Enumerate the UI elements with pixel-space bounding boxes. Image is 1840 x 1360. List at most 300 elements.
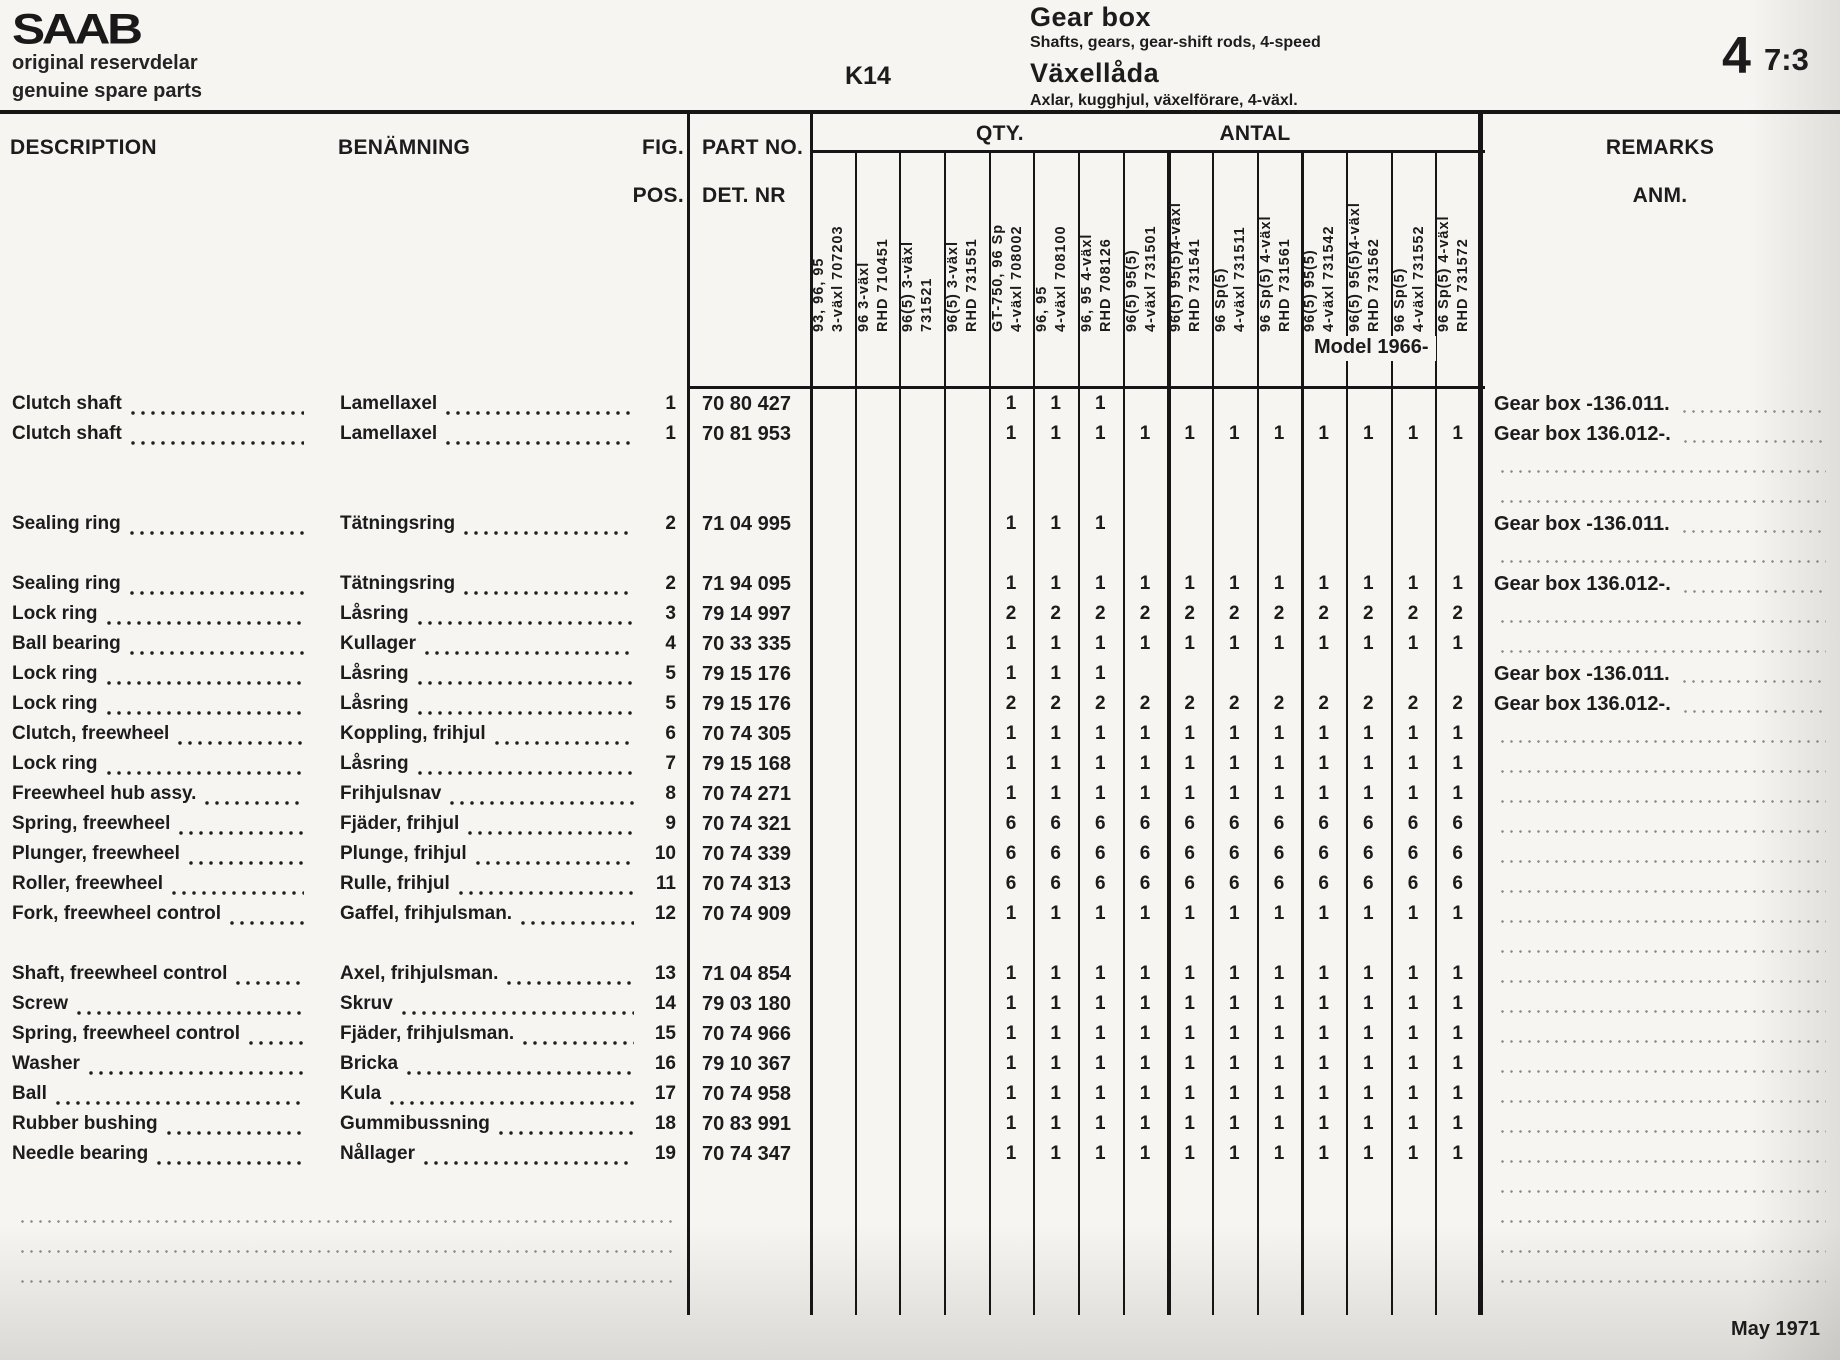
part-number-cell: 70 74 966: [702, 1023, 791, 1045]
qty-cell: 1: [1363, 1053, 1374, 1074]
variant-column-label: 96(5) 3-växl 731521: [900, 241, 936, 332]
col-header-pos: POS.: [632, 184, 684, 207]
description-cell: [12, 420, 312, 450]
qty-cell: 6: [1050, 873, 1061, 894]
part-number-cell: 79 15 176: [702, 663, 791, 685]
dot-leader-light: [1498, 1036, 1826, 1044]
fig-pos-cell: 14: [654, 993, 676, 1014]
dot-leader: [186, 856, 304, 866]
qty-cell: 1: [1095, 513, 1106, 534]
part-number-cell: 71 04 854: [702, 963, 791, 985]
qty-cell: 1: [1139, 1023, 1151, 1044]
col-header-antal: ANTAL: [1219, 122, 1291, 145]
body-top-rule: [687, 386, 1485, 389]
description-text: Spring, freewheel: [12, 813, 171, 834]
benamning-cell: [340, 690, 642, 720]
qty-cell: 1: [1318, 783, 1329, 804]
description-text: Lock ring: [12, 663, 98, 684]
benamning-text: Låsring: [340, 753, 409, 774]
description-text: Screw: [12, 993, 68, 1014]
qty-cell: 1: [1139, 573, 1151, 594]
part-number-cell: 70 74 305: [702, 723, 791, 745]
benamning-text: Tätningsring: [340, 573, 456, 594]
dot-leader-light: [1498, 1126, 1826, 1134]
qty-cell: 1: [1273, 783, 1285, 804]
qty-cell: 1: [1139, 1113, 1151, 1134]
benamning-cell: [340, 420, 642, 450]
benamning-cell: [340, 1050, 642, 1080]
variant-column-header: [1078, 150, 1123, 332]
qty-cell: 1: [1318, 573, 1329, 594]
description-cell: [12, 1110, 312, 1140]
qty-cell: 6: [1184, 843, 1195, 864]
benamning-cell: [340, 630, 642, 660]
qty-cell: 1: [1407, 1083, 1419, 1104]
qty-cell: 1: [1095, 1143, 1106, 1164]
variant-column-label: 96 Sp(5) 4-växl 731511: [1213, 226, 1248, 332]
col-header-benamning: BENÄMNING: [338, 136, 471, 159]
dot-leader: [127, 586, 304, 596]
page-number-minor: 7:3: [1764, 42, 1809, 77]
qty-cell: 1: [1050, 993, 1061, 1014]
qty-cell: 1: [1273, 573, 1285, 594]
fig-pos-cell: 12: [654, 903, 676, 924]
part-number-cell: 70 74 271: [702, 783, 791, 805]
benamning-cell: [340, 1110, 642, 1140]
qty-cell: 1: [1005, 1023, 1017, 1044]
qty-cell: 1: [1095, 393, 1106, 414]
remark-text: Gear box 136.012-.: [1494, 573, 1671, 595]
remarks-cell: [1494, 720, 1830, 750]
qty-cell: 1: [1050, 753, 1061, 774]
qty-cell: 1: [1407, 903, 1419, 924]
qty-cell: 1: [1407, 1053, 1419, 1074]
qty-cell: 2: [1318, 693, 1329, 714]
dot-leader: [127, 526, 304, 536]
qty-cell: 1: [1273, 993, 1285, 1014]
qty-cell: 1: [1407, 423, 1419, 444]
description-text: Clutch shaft: [12, 423, 122, 444]
remark-text: Gear box -136.011.: [1494, 513, 1670, 535]
description-cell: [12, 840, 312, 870]
table-row-spacer: [0, 540, 1840, 570]
benamning-text: Nållager: [340, 1143, 415, 1164]
variant-column-label: 93, 96, 95 3-växl 707203: [811, 225, 846, 332]
qty-cell: 1: [1095, 423, 1106, 444]
fig-pos-cell: 2: [665, 513, 676, 534]
benamning-text: Kula: [340, 1083, 382, 1104]
dot-leader: [104, 706, 304, 716]
qty-cell: 6: [1318, 843, 1329, 864]
qty-cell: 1: [1407, 633, 1419, 654]
qty-cell: 1: [1452, 753, 1463, 774]
description-cell: [12, 720, 312, 750]
benamning-cell: [340, 660, 642, 690]
part-number-cell: 79 03 180: [702, 993, 791, 1015]
dot-leader-light: [1681, 436, 1826, 444]
dot-leader: [104, 616, 304, 626]
qty-cell: 1: [1184, 753, 1195, 774]
table-row-dotted: [0, 1260, 1840, 1290]
variant-column-label: 96(5) 95(5)4-växl RHD 731562: [1347, 202, 1382, 332]
description-text: Sealing ring: [12, 573, 121, 594]
dot-leader-light: [1680, 406, 1826, 414]
empty-dotted-cell: [14, 1230, 680, 1260]
dot-leader-light: [1680, 526, 1826, 534]
variant-column-label: 96 3-växl RHD 710451: [855, 238, 891, 332]
remarks-cell: [1494, 420, 1830, 450]
qty-cell: 6: [1229, 873, 1240, 894]
dot-leader-light: [1498, 1186, 1826, 1194]
title-swedish: Växellåda: [1030, 58, 1160, 88]
variant-column-header: [1212, 150, 1257, 332]
remarks-cell: [1494, 600, 1830, 630]
description-text: Needle bearing: [12, 1143, 149, 1164]
qty-cell: 6: [1452, 873, 1463, 894]
fig-pos-cell: 15: [654, 1023, 676, 1044]
title-english: Gear box: [1030, 2, 1152, 32]
qty-cell: 1: [1229, 1143, 1240, 1164]
dot-leader: [154, 1156, 304, 1166]
qty-cell: 2: [1139, 693, 1151, 714]
qty-cell: 2: [1005, 693, 1017, 714]
qty-cell: 2: [1184, 603, 1195, 624]
qty-cell: 1: [1229, 423, 1240, 444]
description-text: Ball bearing: [12, 633, 121, 654]
table-row: [0, 690, 1840, 720]
table-row: [0, 960, 1840, 990]
qty-cell: 1: [1184, 723, 1195, 744]
variant-column-label: 96, 95 4-växl RHD 708126: [1079, 233, 1114, 332]
qty-cell: 1: [1005, 1053, 1017, 1074]
description-text: Rubber bushing: [12, 1113, 158, 1134]
table-row: [0, 840, 1840, 870]
variant-column-label: 96(5) 95(5) 4-växl 731542: [1302, 225, 1338, 332]
remarks-cell: [1494, 810, 1830, 840]
qty-cell: 1: [1184, 573, 1195, 594]
dot-leader-light: [1498, 1006, 1826, 1014]
remarks-cell: [1494, 1230, 1830, 1260]
part-number-cell: 70 74 321: [702, 813, 791, 835]
qty-cell: 1: [1095, 903, 1106, 924]
qty-cell: 6: [1050, 843, 1061, 864]
variant-column-header: [1257, 150, 1302, 332]
dot-leader: [127, 646, 304, 656]
qty-cell: 1: [1050, 723, 1061, 744]
qty-cell: 1: [1452, 1083, 1463, 1104]
remarks-cell: [1494, 750, 1830, 780]
qty-cell: 1: [1407, 993, 1419, 1014]
dot-leader-light: [1498, 556, 1826, 564]
qty-cell: 2: [1407, 693, 1419, 714]
dot-leader: [128, 436, 304, 446]
fig-pos-cell: 10: [654, 843, 676, 864]
dot-leader: [227, 916, 304, 926]
qty-cell: 1: [1184, 1143, 1195, 1164]
variant-column-header: [855, 150, 900, 332]
remarks-cell: [1494, 1170, 1830, 1200]
benamning-cell: [340, 960, 642, 990]
col-header-fig: FIG.: [641, 136, 684, 159]
qty-cell: 1: [1273, 1083, 1285, 1104]
qty-cell: 1: [1139, 1053, 1151, 1074]
qty-cell: 1: [1184, 1083, 1195, 1104]
benamning-text: Plunge, frihjul: [340, 843, 467, 864]
description-cell: [12, 600, 312, 630]
dot-leader-light: [1498, 616, 1826, 624]
qty-cell: 1: [1229, 963, 1240, 984]
qty-cell: 1: [1139, 633, 1151, 654]
description-cell: [12, 900, 312, 930]
variant-column-header: [1167, 150, 1212, 332]
benamning-text: Fjäder, frihjul: [340, 813, 460, 834]
remarks-cell: [1494, 690, 1830, 720]
table-row: [0, 1080, 1840, 1110]
table-row: [0, 990, 1840, 1020]
qty-cell: 1: [1363, 783, 1374, 804]
table-row: [0, 420, 1840, 450]
variant-column-header: [810, 150, 855, 332]
qty-cell: 1: [1229, 993, 1240, 1014]
remarks-cell: [1494, 630, 1830, 660]
table-row: [0, 720, 1840, 750]
part-number-cell: 70 74 313: [702, 873, 791, 895]
table-row: [0, 660, 1840, 690]
qty-cell: 1: [1363, 723, 1374, 744]
qty-cell: 1: [1050, 783, 1061, 804]
qty-cell: 2: [1363, 693, 1374, 714]
qty-cell: 1: [1229, 903, 1240, 924]
qty-cell: 1: [1184, 1023, 1195, 1044]
variant-column-label: 96 Sp(5) 4-växl RHD 731561: [1257, 215, 1293, 332]
part-number-cell: 79 10 367: [702, 1053, 791, 1075]
qty-cell: 2: [1050, 603, 1061, 624]
qty-cell: 1: [1318, 1143, 1329, 1164]
qty-cell: 6: [1139, 873, 1151, 894]
dot-leader-light: [1498, 1066, 1826, 1074]
remarks-cell: [1494, 1200, 1830, 1230]
benamning-text: Kullager: [340, 633, 417, 654]
col-header-part-no: PART NO.: [702, 136, 804, 159]
benamning-cell: [340, 1020, 642, 1050]
qty-cell: 1: [1005, 993, 1017, 1014]
benamning-cell: [340, 510, 642, 540]
dot-leader: [104, 676, 304, 686]
dot-leader-light: [1498, 766, 1826, 774]
qty-cell: 1: [1095, 963, 1106, 984]
qty-cell: 1: [1050, 1023, 1061, 1044]
qty-cell: 1: [1452, 573, 1463, 594]
description-text: Roller, freewheel: [12, 873, 164, 894]
qty-cell: 6: [1363, 813, 1374, 834]
fig-pos-cell: 3: [665, 603, 676, 624]
qty-cell: 1: [1139, 963, 1151, 984]
table-row-spacer: [0, 930, 1840, 960]
benamning-cell: [340, 390, 642, 420]
tagline-english: genuine spare parts: [12, 80, 203, 102]
remarks-cell: [1494, 390, 1830, 420]
qty-cell: 1: [1139, 1143, 1151, 1164]
description-cell: [12, 960, 312, 990]
fig-pos-cell: 19: [654, 1143, 676, 1164]
variant-column-label: 96(5) 95(5)4-växl RHD 731541: [1168, 202, 1204, 332]
qty-cell: 1: [1318, 1023, 1329, 1044]
qty-cell: 1: [1005, 513, 1017, 534]
part-number-cell: 70 74 347: [702, 1143, 791, 1165]
description-text: Plunger, freewheel: [12, 843, 180, 864]
description-text: Lock ring: [12, 753, 98, 774]
benamning-text: Fjäder, frihjulsman.: [340, 1023, 515, 1044]
benamning-cell: [340, 750, 642, 780]
remarks-cell: [1494, 870, 1830, 900]
benamning-text: Lamellaxel: [340, 393, 438, 414]
qty-cell: 1: [1452, 993, 1463, 1014]
qty-cell: 1: [1005, 963, 1017, 984]
qty-cell: 1: [1139, 753, 1151, 774]
remark-text: Gear box 136.012-.: [1494, 423, 1671, 445]
qty-cell: 1: [1363, 993, 1374, 1014]
benamning-text: Rulle, frihjul: [340, 873, 450, 894]
fig-pos-cell: 9: [665, 813, 676, 834]
qty-cell: 1: [1452, 1113, 1463, 1134]
remarks-cell: [1494, 960, 1830, 990]
qty-cell: 1: [1229, 1023, 1240, 1044]
empty-dotted-cell: [14, 1260, 680, 1290]
fig-pos-cell: 17: [654, 1083, 676, 1104]
qty-cell: 1: [1050, 423, 1061, 444]
table-row-spacer: [0, 450, 1840, 480]
part-number-cell: 70 83 991: [702, 1113, 791, 1135]
qty-cell: 2: [1229, 693, 1240, 714]
qty-cell: 1: [1452, 423, 1463, 444]
remark-text: Gear box 136.012-.: [1494, 693, 1671, 715]
qty-cell: 1: [1095, 1023, 1106, 1044]
benamning-text: Frihjulsnav: [340, 783, 442, 804]
qty-cell: 1: [1139, 903, 1151, 924]
fig-pos-cell: 16: [654, 1053, 676, 1074]
dot-leader: [399, 1006, 634, 1016]
dot-leader-light: [1680, 676, 1826, 684]
variant-column-header: [989, 150, 1034, 332]
qty-cell: 1: [1005, 423, 1017, 444]
qty-cell: 1: [1050, 633, 1061, 654]
qty-cell: 1: [1452, 963, 1463, 984]
dot-leader-light: [1498, 916, 1826, 924]
dot-leader: [74, 1006, 304, 1016]
qty-cell: 1: [1273, 1023, 1285, 1044]
qty-cell: 1: [1184, 423, 1195, 444]
empty-dotted-cell: [14, 1200, 680, 1230]
variant-column-header: [1123, 150, 1168, 332]
description-cell: [12, 510, 312, 540]
benamning-text: Låsring: [340, 693, 409, 714]
fig-pos-cell: 1: [665, 393, 676, 414]
variant-column-header: [1391, 150, 1436, 332]
dot-leader-light: [18, 1276, 676, 1284]
qty-cell: 1: [1095, 723, 1106, 744]
qty-cell: 1: [1407, 573, 1419, 594]
table-row: [0, 810, 1840, 840]
benamning-text: Gaffel, frihjulsman.: [340, 903, 513, 924]
benamning-text: Tätningsring: [340, 513, 456, 534]
benamning-text: Lamellaxel: [340, 423, 438, 444]
parts-table-body: [0, 390, 1840, 1290]
qty-cell: 1: [1318, 633, 1329, 654]
qty-cell: 1: [1318, 423, 1329, 444]
qty-cell: 6: [1095, 813, 1106, 834]
part-number-cell: 79 15 168: [702, 753, 791, 775]
qty-cell: 1: [1363, 1143, 1374, 1164]
qty-cell: 1: [1050, 663, 1061, 684]
qty-cell: 1: [1005, 1083, 1017, 1104]
remarks-cell: [1494, 1020, 1830, 1050]
description-text: Shaft, freewheel control: [12, 963, 228, 984]
qty-cell: 6: [1005, 873, 1017, 894]
qty-cell: 6: [1229, 843, 1240, 864]
description-cell: [12, 750, 312, 780]
qty-cell: 1: [1050, 963, 1061, 984]
benamning-cell: [340, 900, 642, 930]
qty-cell: 1: [1407, 723, 1419, 744]
qty-cell: 2: [1273, 603, 1285, 624]
qty-cell: 1: [1229, 633, 1240, 654]
qty-cell: 2: [1139, 603, 1151, 624]
qty-cell: 6: [1273, 843, 1285, 864]
dot-leader-light: [1498, 1216, 1826, 1224]
variant-column-header: [1033, 150, 1078, 332]
description-cell: [12, 810, 312, 840]
qty-cell: 1: [1050, 393, 1061, 414]
subtitle-english: Shafts, gears, gear-shift rods, 4-speed: [1030, 34, 1321, 51]
dot-leader: [86, 1066, 304, 1076]
dot-leader: [104, 766, 304, 776]
benamning-cell: [340, 990, 642, 1020]
qty-cell: 1: [1050, 513, 1061, 534]
qty-cell: 1: [1363, 1023, 1374, 1044]
qty-cell: 1: [1005, 903, 1017, 924]
benamning-text: Bricka: [340, 1053, 399, 1074]
dot-leader: [128, 406, 304, 416]
dot-leader-light: [1498, 976, 1826, 984]
qty-cell: 1: [1273, 1053, 1285, 1074]
qty-cell: 1: [1452, 1143, 1463, 1164]
qty-cell: 6: [1184, 813, 1195, 834]
description-cell: [12, 660, 312, 690]
qty-cell: 1: [1273, 723, 1285, 744]
description-cell: [12, 990, 312, 1020]
remarks-cell: [1494, 1260, 1830, 1290]
qty-cell: 1: [1005, 573, 1017, 594]
qty-cell: 1: [1229, 1053, 1240, 1074]
table-row: [0, 1110, 1840, 1140]
qty-cell: 6: [1005, 843, 1017, 864]
qty-cell: 1: [1005, 633, 1017, 654]
remarks-cell: [1494, 570, 1830, 600]
qty-cell: 1: [1229, 573, 1240, 594]
col-header-remarks: REMARKS: [1605, 136, 1715, 159]
qty-cell: 1: [1005, 663, 1017, 684]
dot-leader: [176, 826, 304, 836]
part-number-cell: 70 33 335: [702, 633, 791, 655]
qty-cell: 6: [1407, 843, 1419, 864]
dot-leader-light: [1498, 1246, 1826, 1254]
remark-text: Gear box -136.011.: [1494, 393, 1670, 415]
qty-cell: 1: [1184, 1113, 1195, 1134]
description-text: Lock ring: [12, 693, 98, 714]
description-cell: [12, 1080, 312, 1110]
table-row: [0, 630, 1840, 660]
qty-cell: 1: [1229, 753, 1240, 774]
